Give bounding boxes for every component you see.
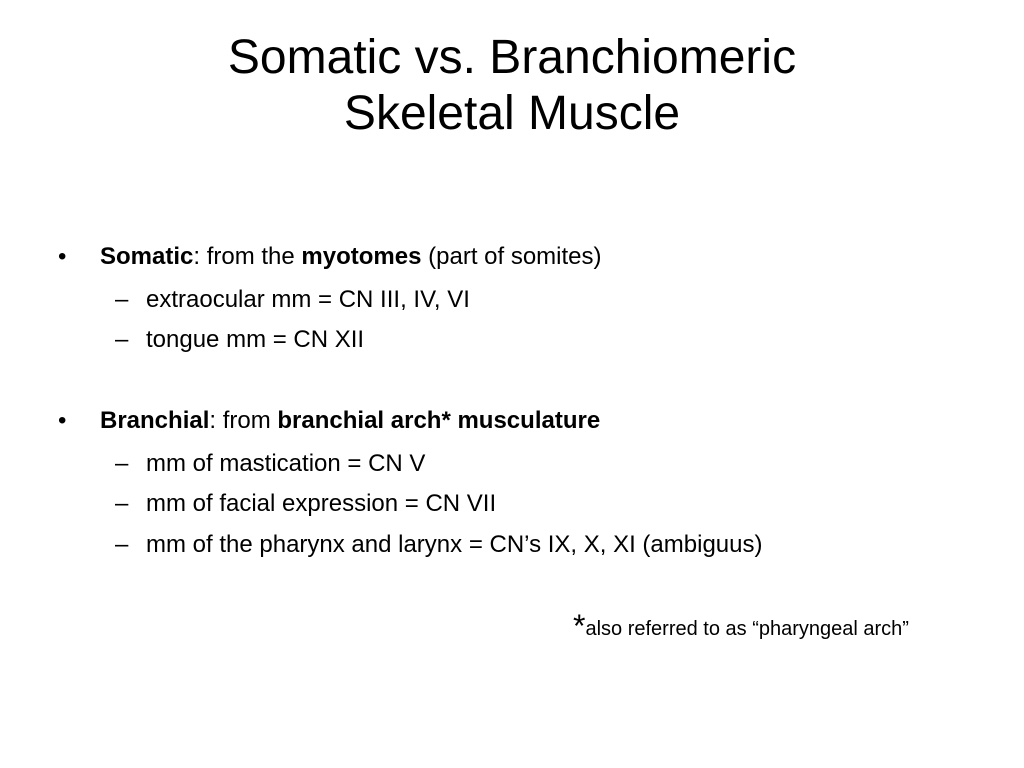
sub-item-text: mm of mastication = CN V [146, 450, 426, 477]
sub-item-marker: – [115, 286, 129, 313]
footnote-text: also referred to as “pharyngeal arch” [585, 618, 909, 640]
sub-item-text: mm of facial expression = CN VII [146, 490, 497, 517]
sub-item-marker: – [115, 450, 129, 477]
slide-title [0, 30, 1024, 142]
sub-item-marker: – [115, 326, 129, 353]
slide-title-line-2: Skeletal Muscle [343, 87, 681, 140]
bullet-text [100, 407, 600, 435]
sub-item-text: tongue mm = CN XII [146, 326, 365, 353]
bullet-marker: • [58, 407, 67, 434]
footnote [573, 610, 909, 642]
bullet-text-part: : from [209, 407, 278, 434]
sub-item-text: extraocular mm = CN III, IV, VI [146, 286, 470, 313]
footnote-asterisk: * [573, 608, 586, 644]
bullet-text-part: : from the [193, 243, 302, 270]
bullet-text-part: (part of somites) [421, 243, 602, 270]
sub-item-marker: – [115, 490, 129, 517]
bullet-term: Somatic [100, 243, 194, 270]
bullet-marker: • [58, 243, 67, 270]
bullet-text [100, 243, 602, 271]
sub-item-text: mm of the pharynx and larynx = CN’s IX, X, XI (ambiguus) [146, 531, 763, 558]
bullet-keyword: myotomes [301, 243, 422, 270]
slide-title-line-1: Somatic vs. Branchiomeric [227, 31, 797, 84]
bullet-term: Branchial [100, 407, 210, 434]
bullet-keyword: branchial arch* musculature [277, 407, 601, 434]
sub-item-marker: – [115, 531, 129, 558]
